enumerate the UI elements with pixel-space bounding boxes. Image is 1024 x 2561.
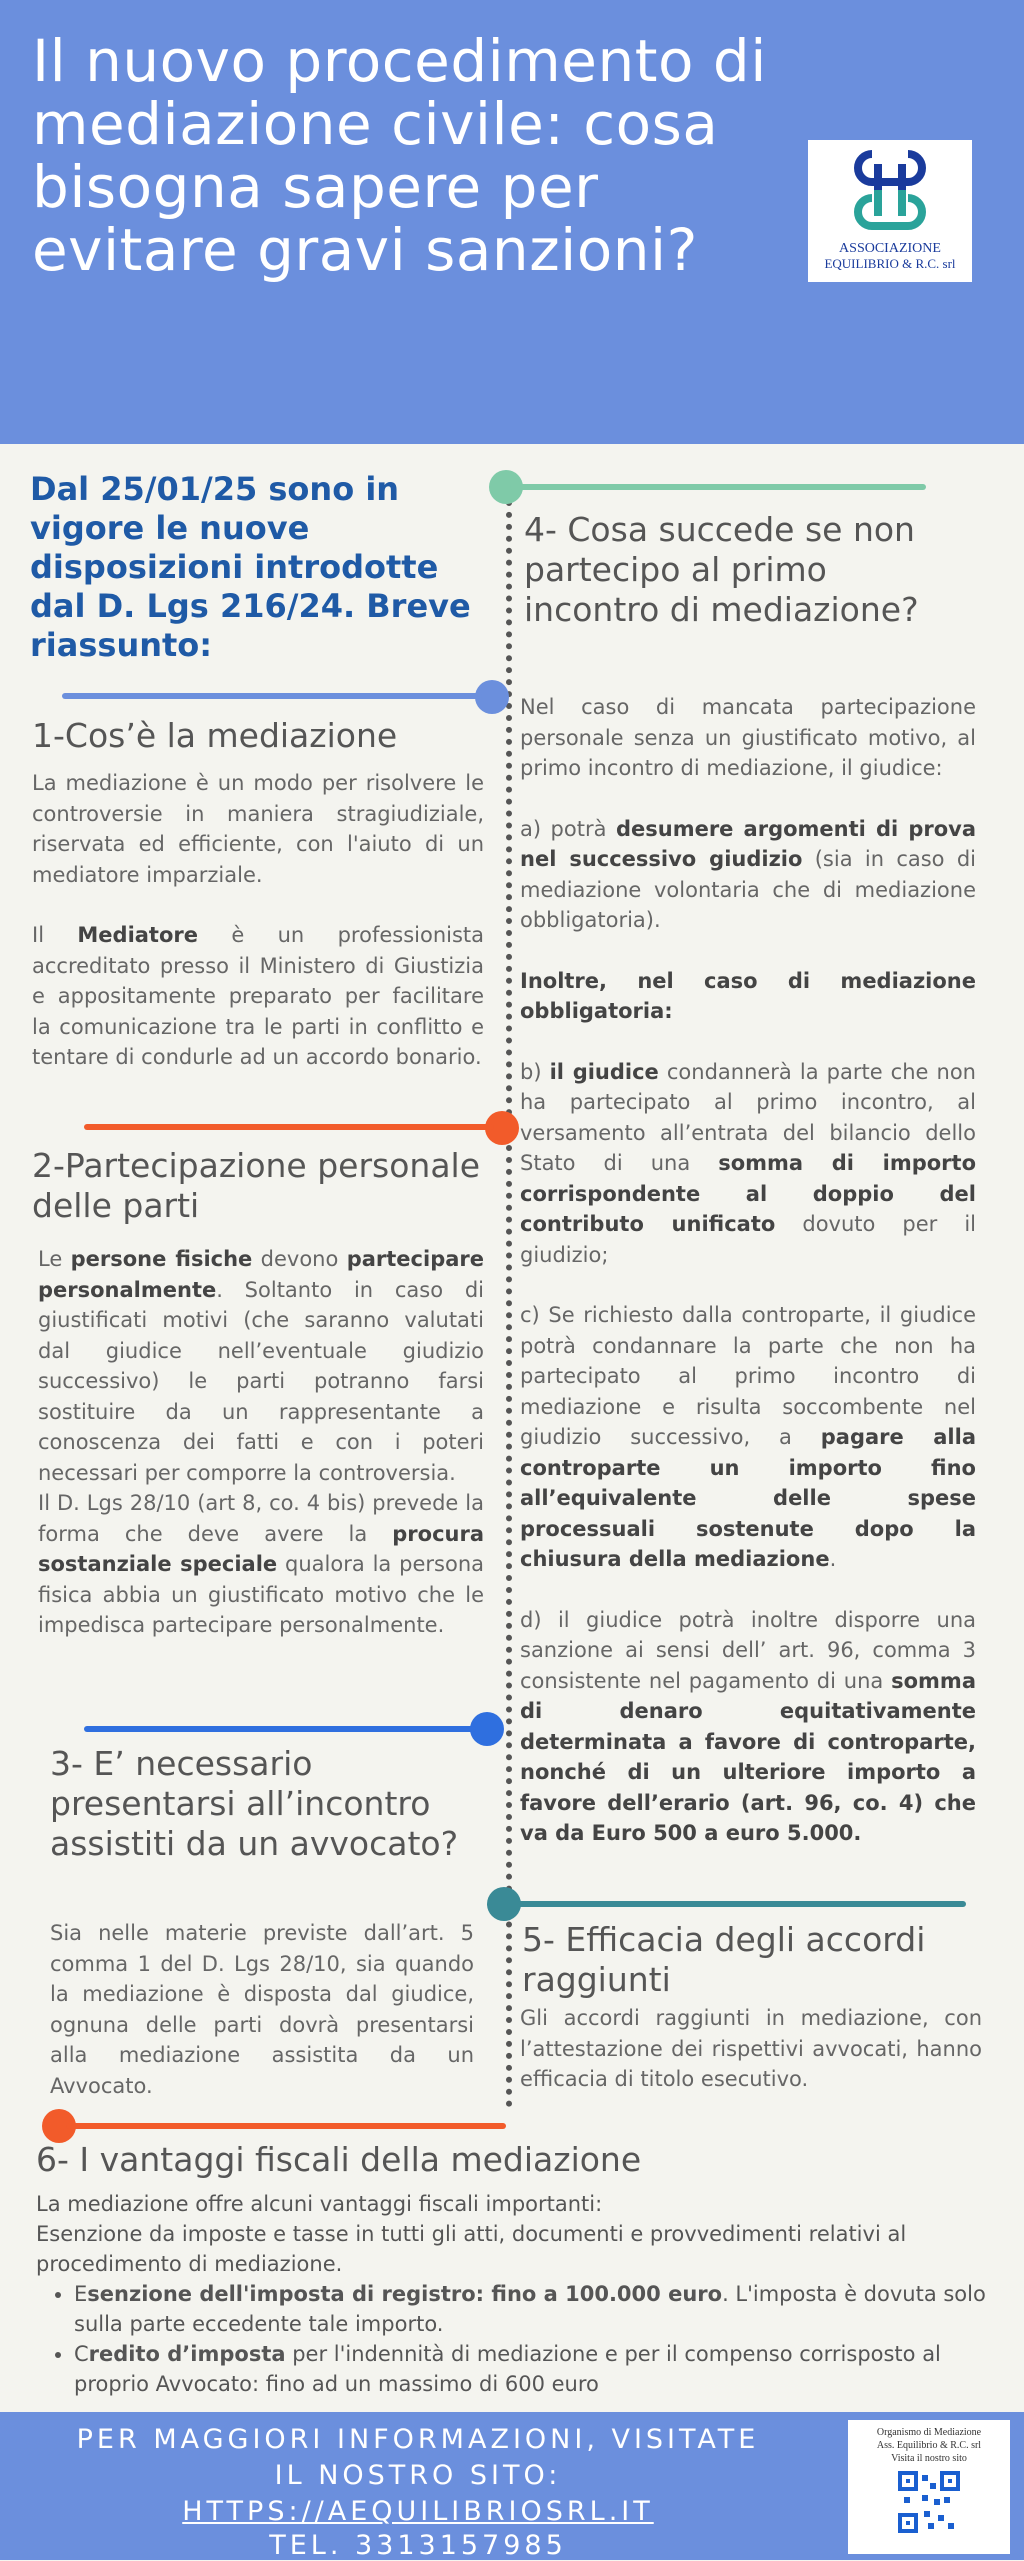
timeline-bar-petrol [510, 1901, 966, 1907]
section-1-paragraph-1: La mediazione è un modo per risolvere le controversie in maniera stragiudiziale, riservata ed efficiente, con l'aiuto di un mediatore imparziale. [32, 771, 484, 887]
section-4-point-b: b) il giudice condannerà la parte che non ha partecipato al primo incontro, al versamento all’entrata del bilancio dello Stato di una somma di importo corrispondente al doppio del contributo unificato dovuto per il giudizio; [520, 1059, 977, 1267]
section-6-line-2: Esenzione da imposte e tasse in tutti gli atti, documenti e provvedimenti relativi al procedimento di mediazione. [36, 2222, 907, 2276]
logo [808, 140, 972, 282]
header-banner [0, 0, 1024, 444]
section-4-title: 4- Cosa succede se non partecipo al primo incontro di mediazione? [524, 510, 919, 629]
section-6-list [36, 2279, 1012, 2399]
section-6-line-1: La mediazione offre alcuni vantaggi fiscali importanti: [36, 2192, 603, 2216]
list-item: • Credito d’imposta per l'indennità di mediazione e per il compenso corrisposto al proprio Avvocato: fino ad un massimo di 600 euro [74, 2339, 1012, 2399]
timeline-bar-blue [62, 693, 482, 699]
logo-text-line2: EQUILIBRIO & R.C. srl [824, 256, 956, 271]
timeline-bar-orange-2 [66, 2123, 506, 2129]
qr-text-line1: Organismo di Mediazione [876, 2427, 982, 2438]
section-5-text: Gli accordi raggiunti in mediazione, con l’attestazione dei rispettivi avvocati, hanno efficacia di titolo esecutivo. [520, 2006, 982, 2091]
logo-text-line1: ASSOCIAZIONE [839, 241, 941, 256]
timeline-line [506, 488, 512, 2108]
timeline-bar-teal [510, 484, 926, 490]
section-2-title: 2-Partecipazione personale delle parti [32, 1146, 481, 1225]
section-6-title: 6- I vantaggi fiscali della mediazione [36, 2140, 642, 2179]
section-4-point-a: a) potrà desumere argomenti di prova nel successivo giudizio (sia in caso di mediazione volontaria che di mediazione obbligatoria). [520, 816, 977, 932]
section-4-text [520, 692, 976, 1849]
section-4-point-d: d) il giudice potrà inoltre disporre una sanzione ai sensi dell’ art. 96, comma 3 consistente nel pagamento di una somma di denaro equitativamente determinata a favore di controparte, nonché di un ulteriore importo a favore dell’erario (art. 96, co. 4) che va da Euro 500 a euro 5.000. [520, 1607, 976, 1845]
section-4-inoltre: Inoltre, nel caso di mediazione obbligatoria: [520, 968, 976, 1023]
footer [0, 2412, 1024, 2560]
section-2-text: Le persone fisiche devono partecipare personalmente. Soltanto in caso di giustificati motivi (che saranno valutati dal giudice nell’eventuale giudizio successivo) le parti potranno farsi sostituire da un rappresentante a conoscenza dei fatti e con i poteri necessari per comporre la controversia. Il D. Lgs 28/10 (art 8, co. 4 bis) prevede la forma che deve avere la procura sostanziale speciale qualora la persona fisica abbia un giustificato motivo che le impedisca partecipare personalmente. [38, 1247, 484, 1637]
qr-text-line2: Ass. Equilibrio & R.C. srl [876, 2440, 982, 2451]
phone-number: TEL. 3313157985 [269, 2530, 567, 2561]
section-4-paragraph-1: Nel caso di mancata partecipazione personale senza un giustificato motivo, al primo incontro di mediazione, il giudice: [520, 695, 976, 780]
section-5-title: 5- Efficacia degli accordi raggiunti [522, 1920, 926, 1999]
section-1-paragraph-2: Il Mediatore è un professionista accreditato presso il Ministero di Giustizia e appositamente preparato per facilitare la comunicazione tra le parti in conflitto e tentare di condurle ad un accordo bonario. [32, 923, 485, 1069]
website-link[interactable]: HTTPS://AEQUILIBRIOSRL.IT [182, 2496, 654, 2527]
intro-heading: Dal 25/01/25 sono in vigore le nuove disposizioni introdotte dal D. Lgs 216/24. Breve riassunto: [30, 470, 471, 664]
qr-code-icon[interactable] [898, 2471, 960, 2533]
qr-text-line3: Visita il nostro sito [891, 2453, 967, 2464]
page-title: Il nuovo procedimento di mediazione civile: cosa bisogna sapere per evitare gravi sanzioni? [32, 27, 767, 284]
section-3-title: 3- E’ necessario presentarsi all’incontro assistiti da un avvocato? [50, 1744, 459, 1863]
footer-line-2: IL NOSTRO SITO: [274, 2460, 562, 2491]
section-6 [36, 2140, 1012, 2399]
qr-card [848, 2420, 1010, 2554]
list-item: • Esenzione dell'imposta di registro: fino a 100.000 euro. L'imposta è dovuta solo sulla parte eccedente tale importo. [74, 2279, 1012, 2339]
timeline-bar-darkblue [84, 1726, 476, 1732]
section-1-text [32, 768, 484, 1073]
section-1-title: 1-Cos’è la mediazione [32, 716, 398, 755]
section-4-point-c: c) Se richiesto dalla controparte, il giudice potrà condannare la parte che non ha partecipato al primo incontro di mediazione e risulta soccombente nel giudizio successivo, a pagare alla controparte un importo fino all’equivalente delle spese processuali sostenute dopo la chiusura della mediazione. [520, 1303, 976, 1571]
timeline-bar-orange-1 [84, 1124, 494, 1130]
logo-icon [844, 144, 936, 236]
section-3-text: Sia nelle materie previste dall’art. 5 comma 1 del D. Lgs 28/10, sia quando la mediazione è disposta dal giudice, ognuna delle parti dovrà presentarsi alla mediazione assistita da un Avvocato. [50, 1921, 474, 2098]
footer-line-1: PER MAGGIORI INFORMAZIONI, VISITATE [76, 2424, 760, 2455]
